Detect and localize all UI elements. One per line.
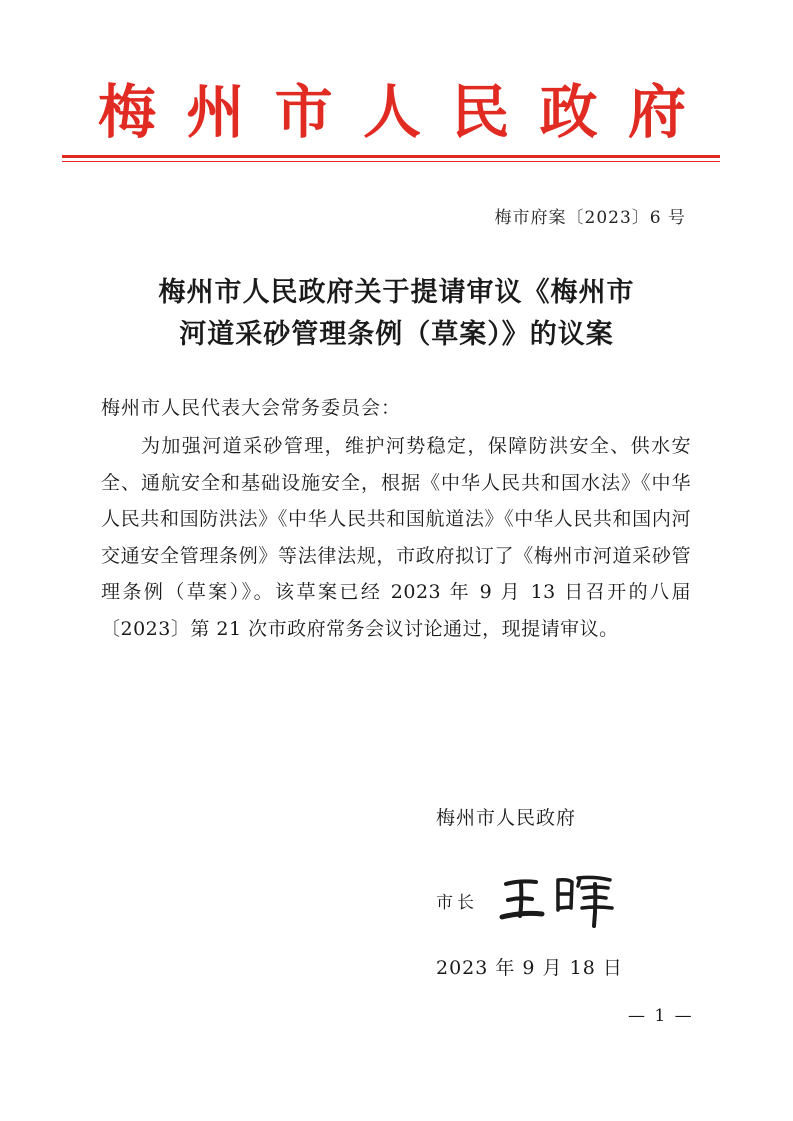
header-char: 梅 xyxy=(98,78,157,146)
signing-date: 2023 年 9 月 18 日 xyxy=(436,957,623,979)
header-char: 人 xyxy=(362,78,421,146)
title-line-2: 河道采砂管理条例（草案）》的议案 xyxy=(179,319,614,350)
header-char: 民 xyxy=(451,78,510,146)
header-char: 州 xyxy=(186,78,245,146)
title-line-1: 梅州市人民政府关于提请审议《梅州市 xyxy=(158,277,635,308)
signing-organization: 梅州市人民政府 xyxy=(436,807,577,829)
body-paragraph: 为加强河道采砂管理，维护河势稳定，保障防洪安全、供水安全、通航安全和基础设施安全，根据《中华人民共和国水法》《中华人民共和国防洪法》《中华人民共和国航道法》《中华人民共和国内河交通安全管理条例》等法律法规，市政府拟订了《梅州市河道采砂管理条例（草案）》。该草案已经 2023 年 9 月 13 日召开的八届〔2023〕第 21 次市政府常务会议讨论通过，现提请审议。 xyxy=(101,435,691,640)
page-number: — 1 — xyxy=(628,1006,694,1026)
mayor-label: 市长 xyxy=(436,892,478,913)
header-char: 政 xyxy=(539,78,598,146)
header-char: 市 xyxy=(274,78,333,146)
header-char: 府 xyxy=(627,78,686,146)
salutation: 梅州市人民代表大会常务委员会： xyxy=(101,397,402,419)
document-title xyxy=(0,272,793,356)
document-number: 梅市府案〔2023〕6 号 xyxy=(494,208,686,228)
handwritten-signature xyxy=(498,870,628,930)
mayor-signature-line xyxy=(436,870,628,930)
issuing-authority-header xyxy=(62,72,722,152)
header-rule-thin xyxy=(62,161,720,162)
header-rule-thick xyxy=(62,155,720,158)
